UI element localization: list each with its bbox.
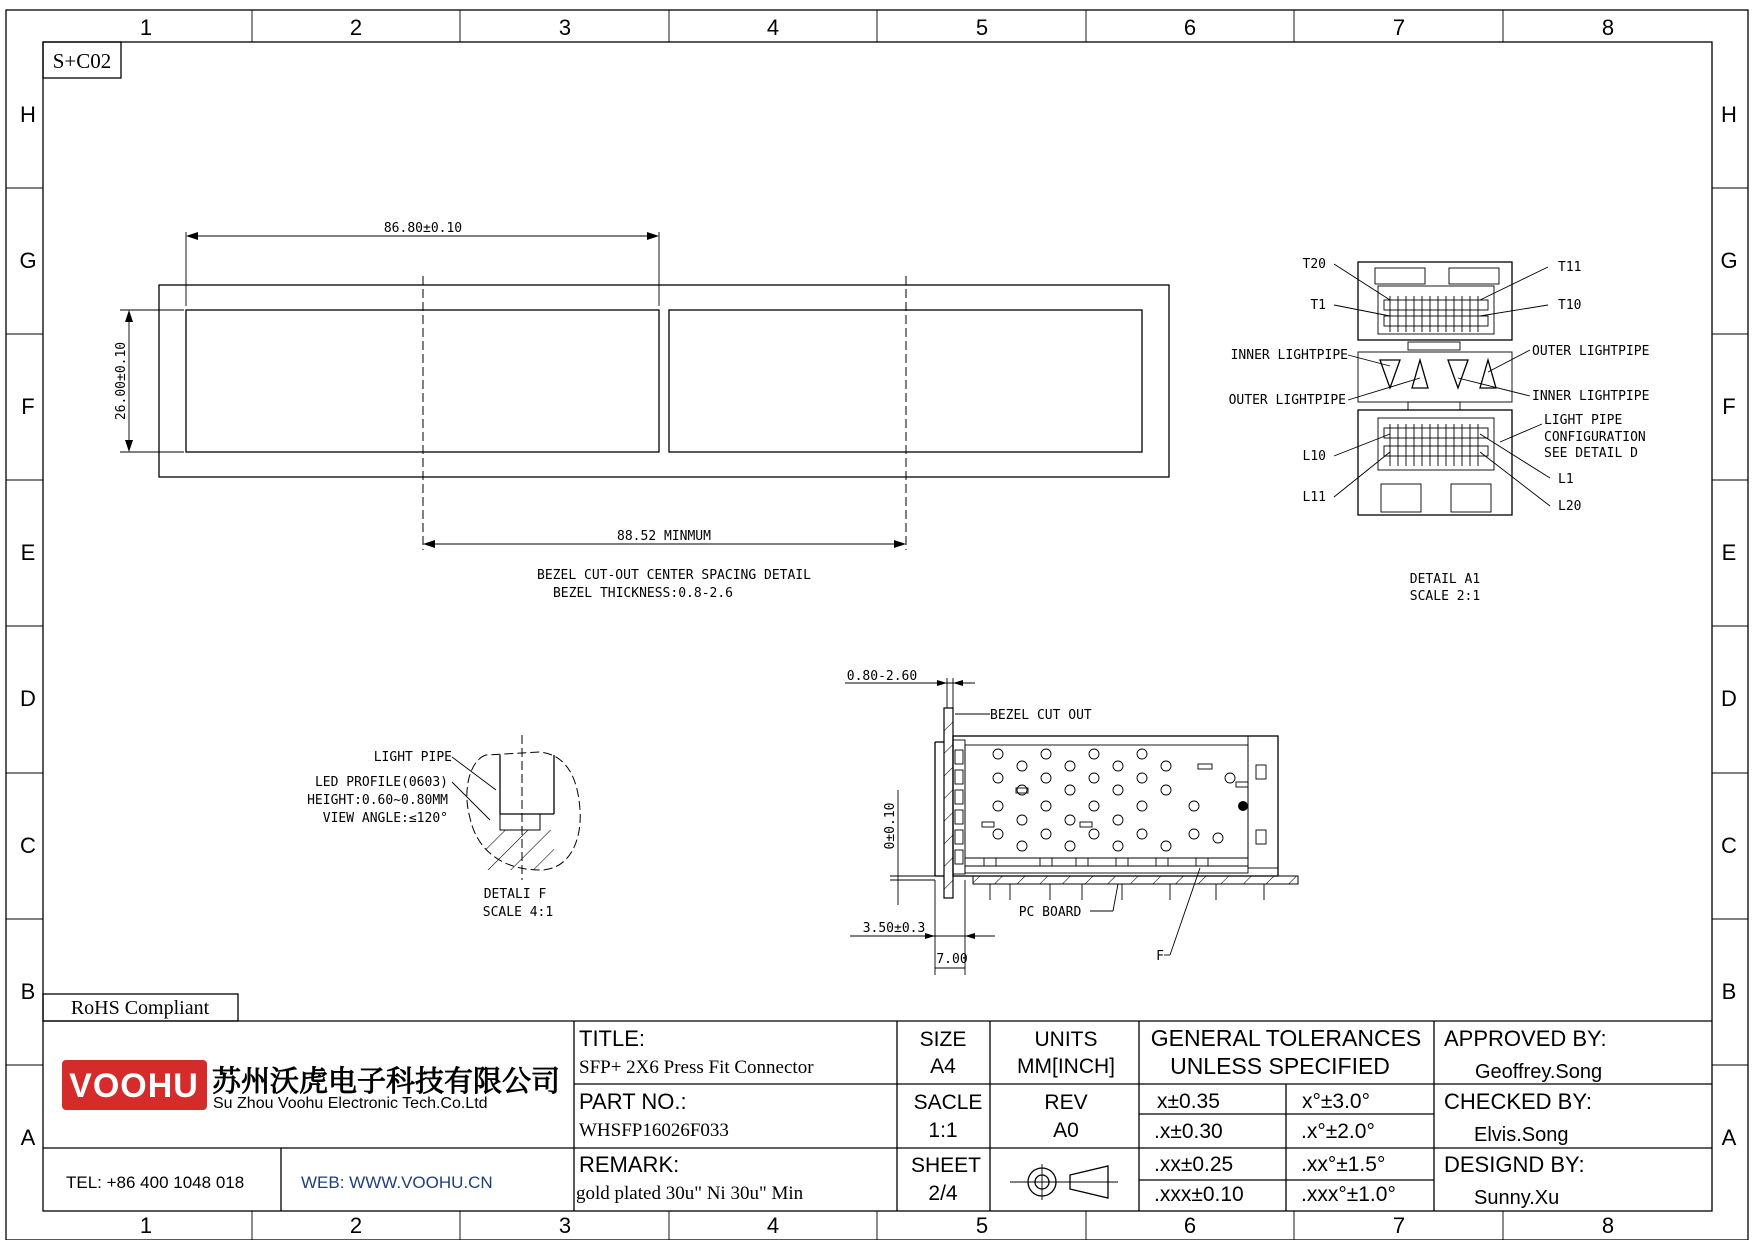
column-label: 4 (766, 1213, 780, 1238)
label-inner-lightpipe-left: INNER LIGHTPIPE (1230, 348, 1348, 363)
column-label: 8 (1601, 1213, 1615, 1238)
row-label: A (20, 1125, 36, 1150)
rohs-label: RoHS Compliant (70, 997, 210, 1019)
dim-bezel-thickness: 0.80-2.60 (846, 669, 918, 684)
column-label: 4 (766, 15, 780, 40)
detail-a1 (1229, 257, 1650, 604)
label-l20: L20 (1558, 499, 1582, 514)
label-l1: L1 (1558, 472, 1574, 487)
label-config-1: LIGHT PIPE (1544, 413, 1623, 428)
approved-label: APPROVED BY: (1444, 1026, 1607, 1051)
title-value: SFP+ 2X6 Press Fit Connector (579, 1057, 814, 1078)
approved-by: Geoffrey.Song (1475, 1061, 1603, 1083)
designed-label: DESIGND BY: (1444, 1152, 1585, 1177)
row-label: D (20, 686, 36, 711)
row-label: B (1721, 979, 1737, 1004)
label-view-angle: VIEW ANGLE:≤120° (322, 811, 448, 826)
part-value: WHSFP16026F033 (579, 1120, 729, 1141)
sheet-value: 2/4 (928, 1182, 958, 1205)
column-label: 5 (975, 1213, 989, 1238)
bezel-cutout-detail (114, 221, 1169, 601)
column-label: 7 (1392, 15, 1406, 40)
title-block (43, 994, 1712, 1211)
tolerance-angular: .xx°±1.5° (1301, 1153, 1386, 1176)
dim-spacing: 88.52 MINMUM (617, 529, 711, 544)
dim-height: 26.00±0.10 (114, 341, 129, 421)
logo-text: VOOHU (69, 1067, 199, 1105)
bezel-thickness: BEZEL THICKNESS:0.8-2.6 (552, 586, 734, 601)
row-label: F (21, 394, 35, 419)
detail-f-reference: F (1156, 949, 1164, 964)
label-led-profile: LED PROFILE(0603) (314, 775, 448, 790)
tel: TEL: +86 400 1048 018 (66, 1173, 245, 1192)
tolerance-angular: x°±3.0° (1302, 1090, 1371, 1113)
column-label: 6 (1183, 15, 1197, 40)
column-label: 1 (139, 1213, 153, 1238)
web-link[interactable]: WEB: WWW.VOOHU.CN (301, 1173, 493, 1192)
column-label: 3 (558, 1213, 572, 1238)
revision-tag: S+C02 (52, 49, 112, 73)
detail-f-scale: SCALE 4:1 (482, 905, 554, 920)
tolerances-header-1: GENERAL TOLERANCES (1150, 1025, 1422, 1051)
tolerances-header-2: UNLESS SPECIFIED (1170, 1053, 1390, 1079)
part-label: PART NO.: (579, 1089, 687, 1114)
tolerance-linear: .xx±0.25 (1154, 1153, 1234, 1176)
title-label: TITLE: (579, 1026, 646, 1051)
label-t20: T20 (1302, 257, 1326, 272)
tolerance-linear: .xxx±0.10 (1154, 1183, 1244, 1206)
side-view (845, 669, 1298, 975)
sheet-label: SHEET (910, 1154, 982, 1177)
column-label: 2 (349, 1213, 363, 1238)
label-l11: L11 (1302, 490, 1326, 505)
scale-label: SACLE (913, 1091, 983, 1114)
label-config-3: SEE DETAIL D (1544, 446, 1638, 461)
detail-a1-caption: DETAIL A1 (1409, 572, 1481, 587)
company-name-en: Su Zhou Voohu Electronic Tech.Co.Ltd (213, 1095, 488, 1112)
dim-width: 86.80±0.10 (383, 221, 463, 236)
column-label: 7 (1392, 1213, 1406, 1238)
company-name-cn: 苏州沃虎电子科技有限公司 (212, 1066, 561, 1098)
scale-value: 1:1 (928, 1119, 958, 1142)
row-label: H (1721, 102, 1737, 127)
label-t10: T10 (1558, 298, 1582, 313)
tolerance-angular: .x°±2.0° (1301, 1120, 1375, 1143)
label-led-height: HEIGHT:0.60~0.80MM (307, 793, 448, 808)
column-label: 5 (975, 15, 989, 40)
units-value: MM[INCH] (1017, 1055, 1115, 1078)
column-label: 3 (558, 15, 572, 40)
rev-label: REV (1044, 1091, 1088, 1114)
column-label: 6 (1183, 1213, 1197, 1238)
column-label: 1 (139, 15, 153, 40)
size-value: A4 (930, 1055, 956, 1078)
tolerance-linear: x±0.35 (1157, 1090, 1220, 1113)
label-t1: T1 (1310, 298, 1326, 313)
label-config-2: CONFIGURATION (1544, 430, 1646, 445)
size-label: SIZE (919, 1028, 967, 1051)
dim-depth: 7.00 (936, 952, 968, 967)
detail-a1-scale: SCALE 2:1 (1409, 589, 1481, 604)
row-label: D (1721, 686, 1737, 711)
remark-label: REMARK: (579, 1152, 680, 1177)
dim-vertical: 0±0.10 (883, 802, 898, 850)
label-t11: T11 (1558, 260, 1582, 275)
label-inner-lightpipe-right: INNER LIGHTPIPE (1532, 389, 1650, 404)
rev-value: A0 (1053, 1119, 1079, 1142)
checked-label: CHECKED BY: (1444, 1089, 1592, 1114)
label-light-pipe: LIGHT PIPE (373, 750, 452, 765)
label-l10: L10 (1302, 449, 1326, 464)
remark-value: gold plated 30u" Ni 30u" Min (576, 1183, 804, 1204)
designed-by: Sunny.Xu (1474, 1187, 1560, 1209)
row-label: H (20, 102, 36, 127)
row-label: G (1720, 248, 1738, 273)
row-label: E (1721, 540, 1737, 565)
checked-by: Elvis.Song (1474, 1124, 1569, 1146)
row-label: C (1721, 833, 1737, 858)
units-label: UNITS (1034, 1028, 1098, 1051)
detail-f-caption: DETALI F (483, 887, 547, 902)
column-label: 8 (1601, 15, 1615, 40)
pc-board-label: PC BOARD (1018, 905, 1082, 920)
row-label: B (20, 979, 36, 1004)
detail-f (307, 735, 580, 920)
tolerance-angular: .xxx°±1.0° (1301, 1183, 1396, 1206)
bezel-caption: BEZEL CUT-OUT CENTER SPACING DETAIL (537, 568, 811, 583)
row-label: A (1721, 1125, 1737, 1150)
column-label: 2 (349, 15, 363, 40)
label-outer-lightpipe-left: OUTER LIGHTPIPE (1228, 393, 1346, 408)
row-label: F (1722, 394, 1736, 419)
tolerance-linear: .x±0.30 (1154, 1120, 1223, 1143)
dim-offset: 3.50±0.3 (862, 921, 926, 936)
label-outer-lightpipe-right: OUTER LIGHTPIPE (1532, 344, 1650, 359)
row-label: E (20, 540, 36, 565)
projection-symbol-icon (1010, 1164, 1118, 1200)
row-label: G (19, 248, 37, 273)
bezel-cutout-label: BEZEL CUT OUT (990, 708, 1092, 723)
row-label: C (20, 833, 36, 858)
sheet-frame (6, 10, 1748, 1240)
